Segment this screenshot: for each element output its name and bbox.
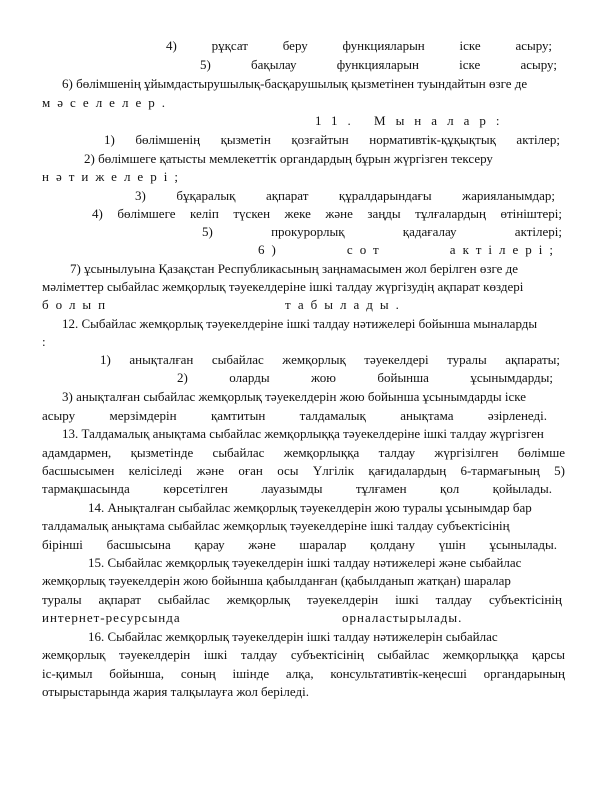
line-02: 5) бақылау функцияларын іске асыру; [200, 57, 557, 72]
line-26: 14. Анықталған сыбайлас жемқорлық тәуекелдерін жою туралы ұсынымдар бар [88, 500, 532, 515]
line-03: 6) бөлімшенің ұйымдастырушылық-басқарушылық қызметінен туындайтын өзге де [62, 76, 528, 91]
line-30: жемқорлық тәуекелдерін жою бойынша қабылданған (қабылданып жатқан) шаралар [42, 573, 511, 588]
line-36: отырыстарында жария талқылауға жол беріледі. [42, 684, 309, 699]
line-24: басшысымен келісіледі және оған осы Үлгілік қағидалардың 6-тармағының 5) [42, 463, 565, 478]
line-17: : [42, 334, 46, 349]
line-21: асыру мерзімдерін қамтитын талдамалық анықтама әзірленеді. [42, 408, 547, 423]
line-35: іс-қимыл бойынша, соның ішінде алқа, консультативтік-кеңесші органдарының [42, 666, 565, 681]
line-15a: болып [42, 297, 113, 312]
line-10: 4) бөлімшеге келіп түскен жеке және заңды тұлғалардың өтініштері; [92, 206, 562, 221]
line-04: мәселелер. [42, 95, 172, 110]
line-29: 15. Сыбайлас жемқорлық тәуекелдерін ішкі талдау нәтижелері және сыбайлас [88, 555, 522, 570]
line-28: бірінші басшысына қарау және шаралар қолдану үшін ұсынылады. [42, 537, 557, 552]
line-25: тармақшасында көрсетілген лауазымды тұлғамен қол қойылады. [42, 481, 552, 496]
line-19: 2) оларды жою бойынша ұсынымдарды; [177, 370, 553, 385]
line-05: 11. Мыналар: [315, 113, 510, 128]
line-23: адамдармен, қызметінде сыбайлас жемқорлыққа талдау жүргізілген бөлімше [42, 445, 565, 460]
line-14: мәліметтер сыбайлас жемқорлық тәуекелдеріне ішкі талдау жүргізудің ақпарат көздері [42, 279, 524, 294]
line-32a: интернет-ресурсында [42, 610, 181, 625]
line-07: 2) бөлімшеге қатысты мемлекеттік органдардың бұрын жүргізген тексеру [84, 151, 493, 166]
line-33: 16. Сыбайлас жемқорлық тәуекелдерін ішкі талдау нәтижелерін сыбайлас [88, 629, 498, 644]
line-32b: орналастырылады. [342, 610, 463, 625]
line-20: 3) анықталған сыбайлас жемқорлық тәуекелдерін жою бойынша ұсынымдарды іске [62, 389, 527, 404]
line-15b: табылады. [285, 297, 406, 312]
line-01: 4) рұқсат беру функцияларын іске асыру; [166, 38, 552, 53]
line-11: 5) прокурорлық қадағалау актілері; [202, 224, 562, 239]
line-34: жемқорлық тәуекелдерін ішкі талдау субъектісінің сыбайлас жемқорлыққа қарсы [42, 647, 565, 662]
line-08: нәтижелері; [42, 169, 185, 184]
line-09: 3) бұқаралық ақпарат құралдарындағы жарияланымдар; [135, 188, 555, 203]
line-31: туралы ақпарат сыбайлас жемқорлық тәуекелдерін ішкі талдау субъектісінің [42, 592, 562, 607]
line-16: 12. Сыбайлас жемқорлық тәуекелдеріне ішкі талдау нәтижелері бойынша мыналарды [62, 316, 538, 331]
line-18: 1) анықталған сыбайлас жемқорлық тәуекелдері туралы ақпараты; [100, 352, 560, 367]
line-22: 13. Талдамалық анықтама сыбайлас жемқорлыққа тәуекелдеріне ішкі талдау жүргізген [62, 426, 544, 441]
line-27: талдамалық анықтама сыбайлас жемқорлық тәуекелдеріне ішкі талдау субъектісінің [42, 518, 510, 533]
line-13: 7) ұсынылуына Қазақстан Республикасының заңнамасымен жол берілген өзге де [70, 261, 519, 276]
line-12: 6) сот актілері; [258, 242, 560, 257]
line-06: 1) бөлімшенің қызметін қозғайтын нормативтік-құқықтық актілер; [104, 132, 560, 147]
